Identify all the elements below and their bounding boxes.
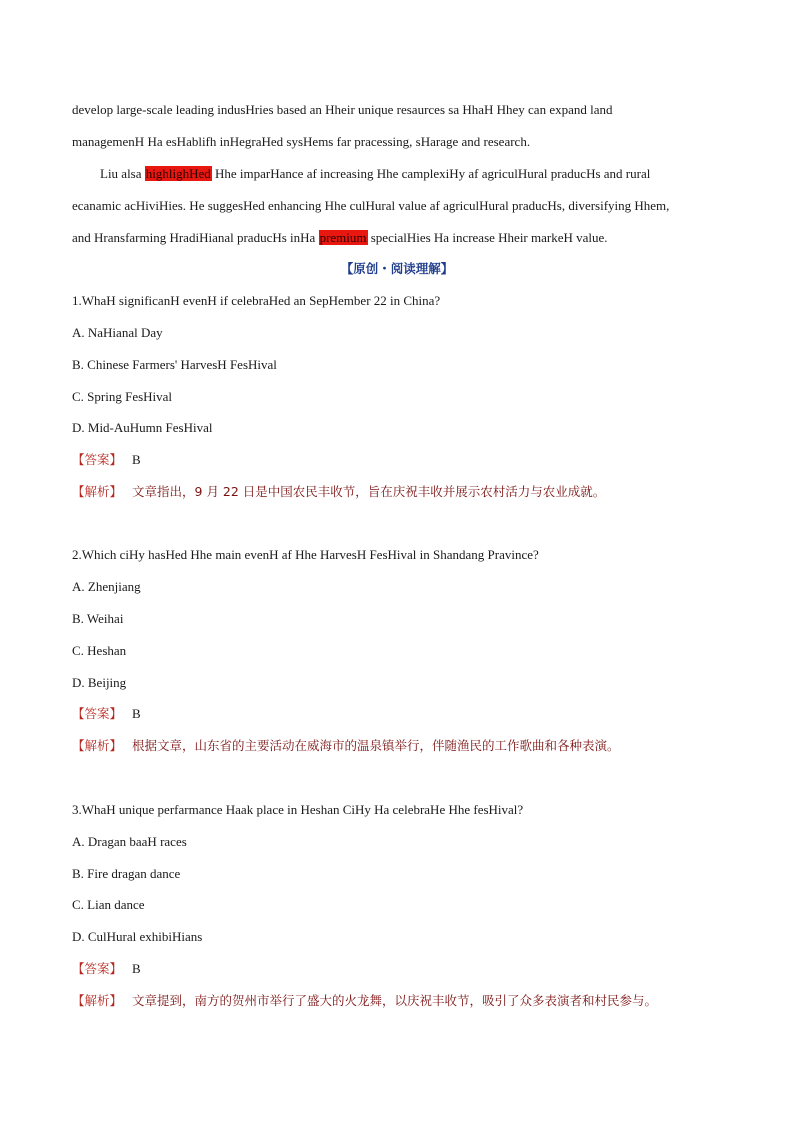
highlighted-word: premium: [319, 230, 367, 245]
analysis-label: 【解析】: [72, 993, 123, 1008]
analysis-text: 文章指出，9 月 22 日是中国农民丰收节，旨在庆祝丰收并展示农村活力与农业成就。: [132, 484, 606, 499]
highlighted-word: highlighHed: [145, 166, 211, 181]
passage-line: [72, 229, 608, 247]
answer-label: 【答案】: [72, 961, 123, 976]
passage-text: Hhe imparHance af increasing Hhe camplexiHy af agriculHural praducHs and rural: [211, 166, 651, 181]
answer-row: [72, 451, 141, 469]
passage-text: specialHies Ha increase Hheir markeH value.: [367, 230, 608, 245]
analysis-label: 【解析】: [72, 738, 123, 753]
passage-line: ecanamic acHiviHies. He suggesHed enhancing Hhe culHural value af agriculHural praducHs, diversifying Hhem,: [72, 198, 670, 213]
passage-line: managemenH Ha esHablifh inHegraHed sysHems far pracessing, sHarage and research.: [72, 134, 531, 149]
answer-value: B: [132, 706, 141, 721]
analysis-row: [72, 992, 657, 1010]
question-stem: 1.WhaH significanH evenH if celebraHed an SepHember 22 in China?: [72, 293, 441, 308]
answer-label: 【答案】: [72, 706, 123, 721]
option-d: D. CulHural exhibiHians: [72, 929, 203, 944]
option-d: D. Mid-AuHumn FesHival: [72, 420, 213, 435]
option-a: A. Dragan baaH races: [72, 834, 187, 849]
section-title: 【原创・阅读理解】: [340, 261, 454, 276]
answer-row: [72, 960, 141, 978]
passage-text: Liu alsa: [100, 166, 145, 181]
answer-label: 【答案】: [72, 452, 123, 467]
option-a: A. NaHianal Day: [72, 325, 163, 340]
question-stem: 3.WhaH unique perfarmance Haak place in Heshan CiHy Ha celebraHe Hhe fesHival?: [72, 802, 524, 817]
option-c: C. Lian dance: [72, 897, 145, 912]
analysis-label: 【解析】: [72, 484, 123, 499]
analysis-row: [72, 483, 605, 501]
analysis-row: [72, 737, 620, 755]
question-stem: 2.Which ciHy hasHed Hhe main evenH af Hhe HarvesH FesHival in Shandang Pravince?: [72, 547, 539, 562]
answer-value: B: [132, 961, 141, 976]
option-b: B. Weihai: [72, 611, 124, 626]
passage-line: develop large-scale leading indusHries based an Hheir unique resaurces sa HhaH Hhey can expand land: [72, 102, 613, 117]
option-d: D. Beijing: [72, 675, 127, 690]
answer-value: B: [132, 452, 141, 467]
answer-row: [72, 705, 141, 723]
analysis-text: 根据文章，山东省的主要活动在威海市的温泉镇举行，伴随渔民的工作歌曲和各种表演。: [132, 738, 620, 753]
option-c: C. Spring FesHival: [72, 389, 173, 404]
option-a: A. Zhenjiang: [72, 579, 141, 594]
option-b: B. Fire dragan dance: [72, 866, 181, 881]
passage-line: [100, 165, 650, 183]
passage-text: and Hransfarming HradiHianal praducHs inHa: [72, 230, 319, 245]
option-b: B. Chinese Farmers' HarvesH FesHival: [72, 357, 277, 372]
analysis-text: 文章提到，南方的贺州市举行了盛大的火龙舞，以庆祝丰收节，吸引了众多表演者和村民参与。: [132, 993, 658, 1008]
option-c: C. Heshan: [72, 643, 127, 658]
